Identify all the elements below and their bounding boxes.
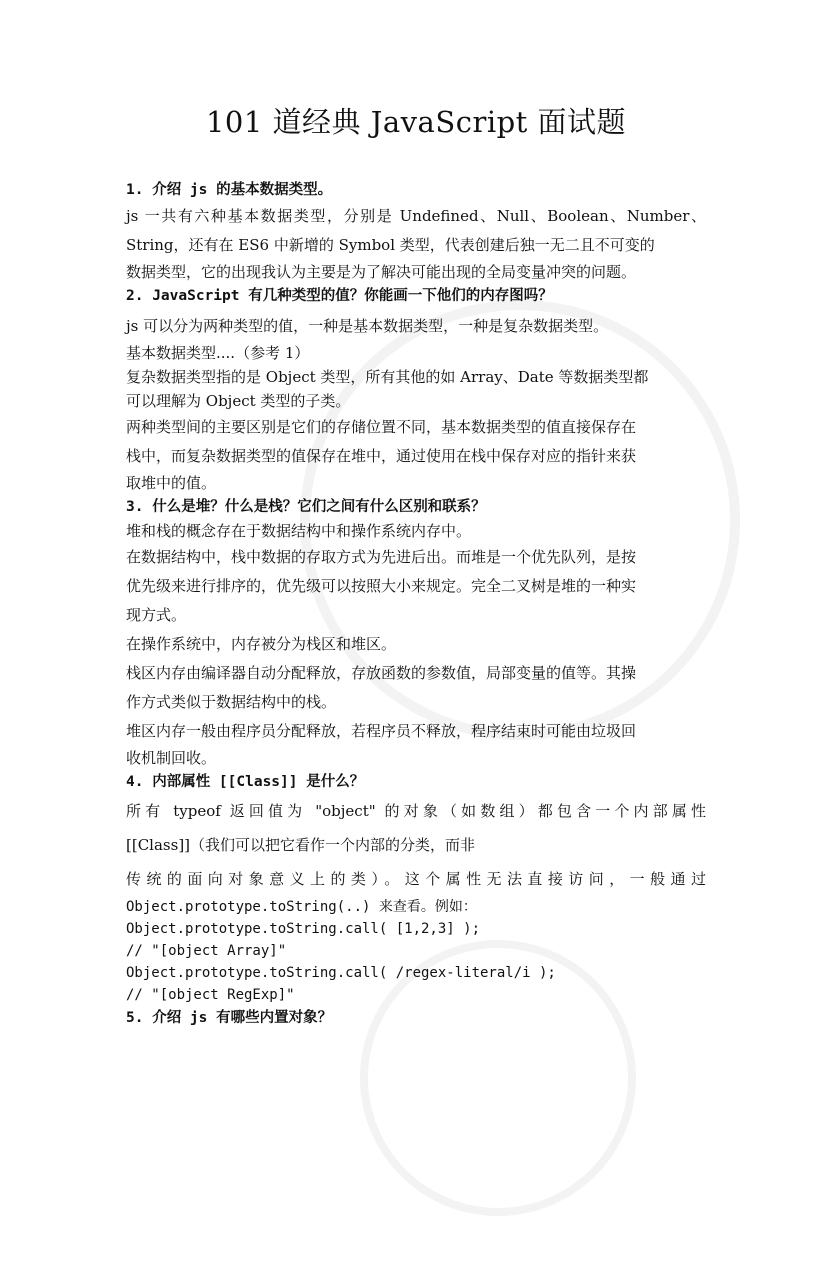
question-4-heading: 4. 内部属性 [[Class]] 是什么？	[126, 774, 365, 790]
answer-3-line-5: 在操作系统中，内存被分为栈区和堆区。	[126, 635, 397, 653]
question-3-heading: 3. 什么是堆？什么是栈？它们之间有什么区别和联系？	[126, 499, 486, 515]
code-line-1: Object.prototype.toString.call( [1,2,3] );	[126, 921, 481, 937]
answer-3-line-4: 现方式。	[126, 606, 187, 624]
answer-3-line-1: 堆和栈的概念存在于数据结构中和操作系统内存中。	[126, 522, 472, 540]
answer-2-line-6: 栈中，而复杂数据类型的值保存在堆中，通过使用在栈中保存对应的指针来获	[126, 447, 637, 465]
code-line-2: // "[object Array]"	[126, 943, 287, 959]
page-title: 101 道经典 JavaScript 面试题	[205, 105, 627, 139]
answer-4-line-3: 传统的面向对象意义上的类）。这个属性无法直接访问，一般通过	[126, 870, 706, 888]
answer-2-line-3: 复杂数据类型指的是 Object 类型，所有其他的如 Array、Date 等数据类型都	[126, 368, 649, 386]
answer-2-line-7: 取堆中的值。	[126, 474, 217, 492]
answer-3-line-7: 作方式类似于数据结构中的栈。	[126, 693, 337, 711]
code-line-4: // "[object RegExp]"	[126, 987, 295, 1003]
answer-3-line-9: 收机制回收。	[126, 749, 217, 767]
question-1-heading: 1. 介绍 js 的基本数据类型。	[126, 182, 333, 198]
answer-4-line-4: Object.prototype.toString(..) 来查看。例如：	[126, 899, 477, 915]
question-5-heading: 5. 介绍 js 有哪些内置对象？	[126, 1010, 333, 1026]
code-line-3: Object.prototype.toString.call( /regex-literal/i );	[126, 965, 556, 981]
answer-2-line-2: 基本数据类型....（参考 1）	[126, 344, 310, 362]
answer-1-line-1: js 一共有六种基本数据类型，分别是 Undefined、Null、Boolean、Number、	[126, 207, 706, 225]
answer-1-line-2: String，还有在 ES6 中新增的 Symbol 类型，代表创建后独一无二且不可变的	[126, 236, 655, 254]
answer-2-line-4: 可以理解为 Object 类型的子类。	[126, 392, 351, 410]
answer-1-line-3: 数据类型，它的出现我认为主要是为了解决可能出现的全局变量冲突的问题。	[126, 263, 637, 281]
answer-3-line-2: 在数据结构中，栈中数据的存取方式为先进后出。而堆是一个优先队列，是按	[126, 548, 637, 566]
answer-3-line-8: 堆区内存一般由程序员分配释放，若程序员不释放，程序结束时可能由垃圾回	[126, 722, 637, 740]
answer-3-line-6: 栈区内存由编译器自动分配释放，存放函数的参数值，局部变量的值等。其操	[126, 664, 637, 682]
answer-2-line-5: 两种类型间的主要区别是它们的存储位置不同，基本数据类型的值直接保存在	[126, 418, 637, 436]
answer-4-line-2: [[Class]]（我们可以把它看作一个内部的分类，而非	[126, 836, 476, 854]
answer-3-line-3: 优先级来进行排序的，优先级可以按照大小来规定。完全二叉树是堆的一种实	[126, 577, 637, 595]
answer-4-line-1: 所有 typeof 返回值为 "object" 的对象（如数组）都包含一个内部属性	[126, 802, 706, 820]
answer-2-line-1: js 可以分为两种类型的值，一种是基本数据类型，一种是复杂数据类型。	[126, 317, 609, 335]
document-body	[126, 178, 706, 1030]
question-2-heading: 2. JavaScript 有几种类型的值？你能画一下他们的内存图吗？	[126, 288, 553, 304]
